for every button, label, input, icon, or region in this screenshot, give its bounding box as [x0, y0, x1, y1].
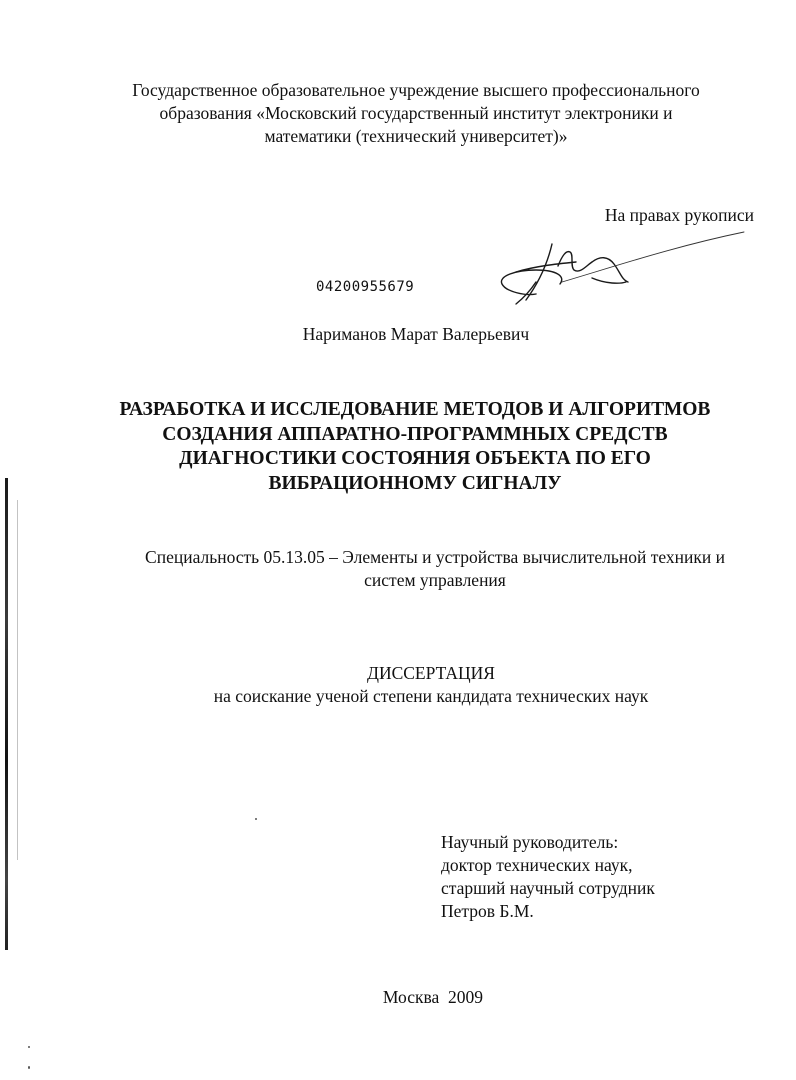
institution-line: математики (технический университет)»: [264, 126, 568, 146]
dissertation-heading: ДИССЕРТАЦИЯ: [367, 663, 495, 683]
scan-edge-shadow: [5, 478, 8, 950]
title-line: ВИБРАЦИОННОМУ СИГНАЛУ: [268, 472, 562, 494]
scan-speck: [28, 1066, 30, 1069]
supervisor-line: доктор технических наук,: [441, 855, 633, 875]
dissertation-subheading: на соискание ученой степени кандидата технических наук: [213, 686, 649, 706]
title-line: ДИАГНОСТИКИ СОСТОЯНИЯ ОБЪЕКТА ПО ЕГО: [179, 448, 651, 469]
specialty-line: систем управления: [364, 570, 506, 590]
scan-speck: [28, 1046, 30, 1048]
dissertation-type: [33, 662, 796, 708]
dissertation-title: [17, 398, 796, 496]
specialty-line: Специальность 05.13.05 – Элементы и устройства вычислительной техники и: [145, 547, 725, 567]
supervisor-line: Научный руководитель:: [441, 832, 619, 852]
signature-image: [496, 226, 746, 306]
scan-edge-line: [17, 500, 18, 860]
city-year: [35, 986, 796, 1009]
author-name: Нариманов Марат Валерьевич: [302, 324, 530, 344]
title-line: РАЗРАБОТКА И ИССЛЕДОВАНИЕ МЕТОДОВ И АЛГОРИТМОВ: [119, 399, 711, 420]
city-year-text: Москва 2009: [382, 987, 484, 1007]
institution-name: [18, 79, 796, 148]
specialty: [37, 546, 796, 592]
institution-line: образования «Московский государственный институт электроники и: [159, 103, 673, 123]
supervisor-line: Петров Б.М.: [441, 901, 534, 921]
title-line: СОЗДАНИЯ АППАРАТНО-ПРОГРАММНЫХ СРЕДСТВ: [162, 423, 668, 445]
supervisor-line: старший научный сотрудник: [441, 878, 655, 898]
institution-line: Государственное образовательное учреждение высшего профессионального: [132, 80, 700, 100]
scan-speck: [255, 818, 257, 820]
document-registration-number: 04200955679: [316, 279, 415, 295]
rights-notice: На правах рукописи: [604, 205, 754, 225]
scientific-supervisor: [441, 831, 655, 923]
